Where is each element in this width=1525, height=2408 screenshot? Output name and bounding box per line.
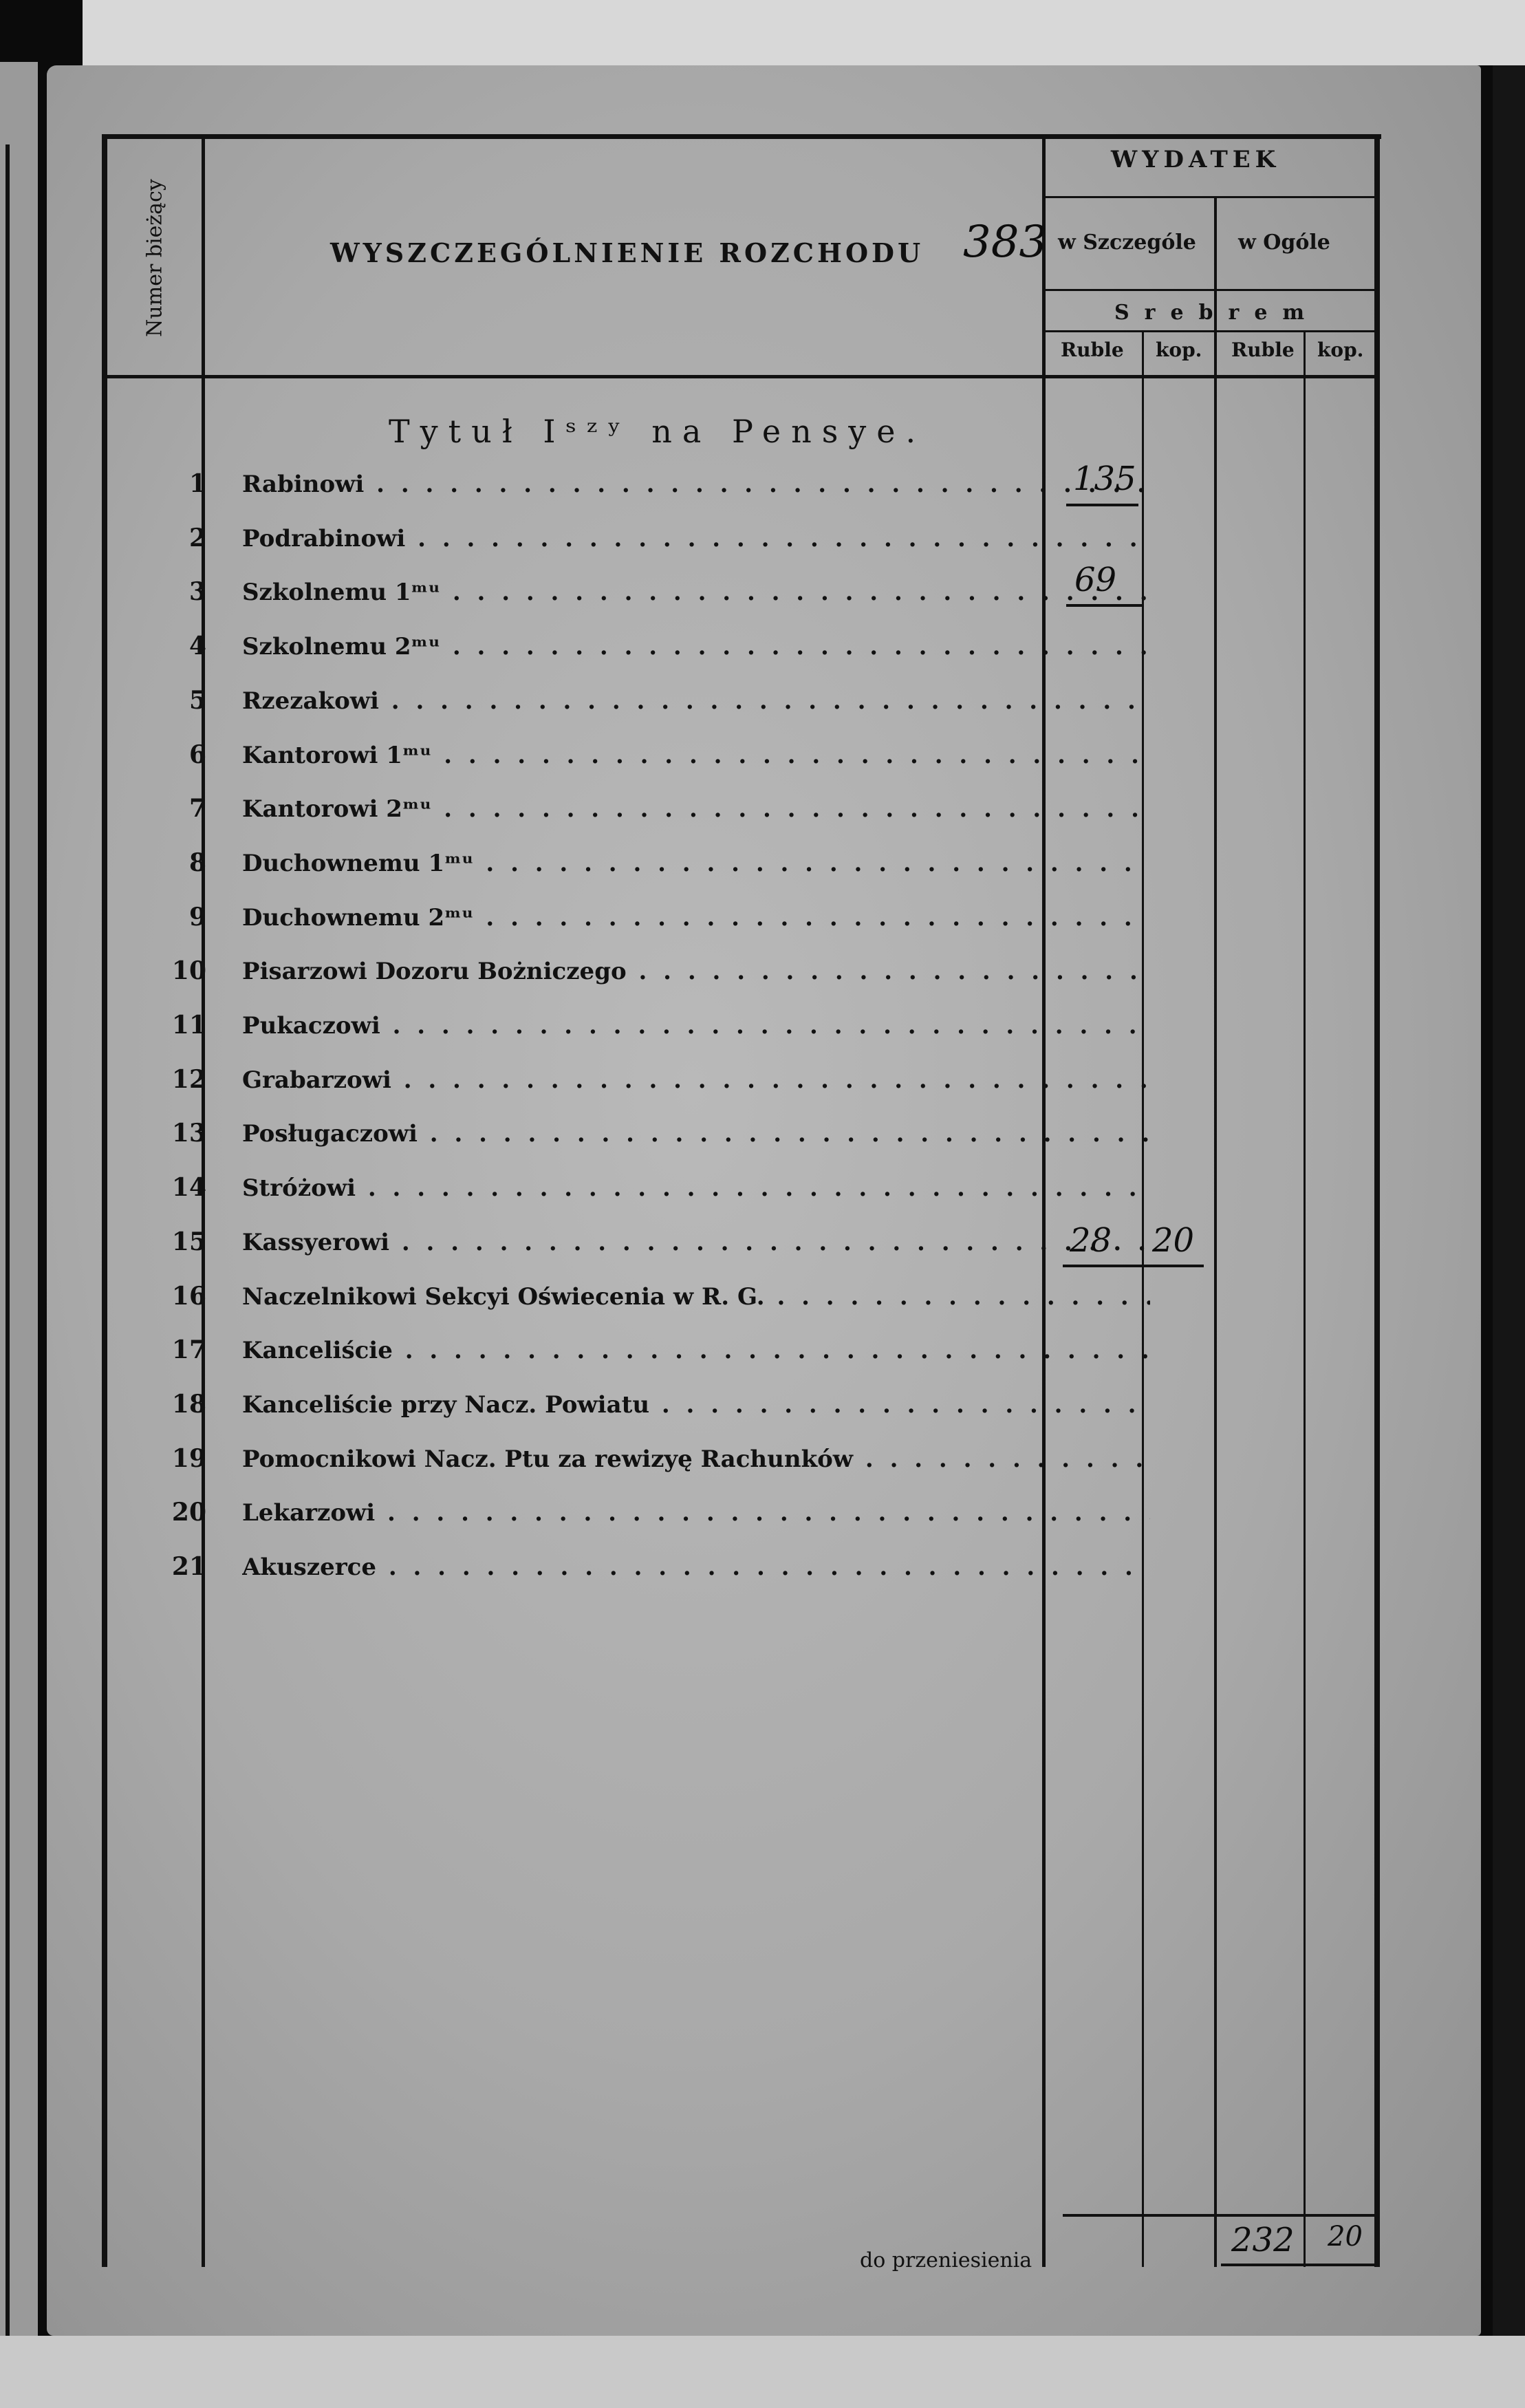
row-label: Duchownemu 1ᵐᵘ . . .	[242, 850, 1150, 877]
detail-kopecks-header: kop.	[1156, 338, 1202, 361]
ledger-row	[103, 1327, 1049, 1375]
amount-underline	[1066, 604, 1142, 607]
row-number: 1	[188, 469, 206, 498]
row-number: 5	[188, 685, 206, 715]
total-column-header: w Ogóle	[1238, 230, 1330, 255]
row-number: 7	[188, 794, 206, 824]
row-label: Kassyerowi . . .	[242, 1229, 1150, 1256]
ledger-row	[103, 569, 1049, 617]
total-rule	[1063, 2214, 1376, 2217]
ledger-row	[103, 1219, 1049, 1267]
scan-background-bottom	[0, 2336, 1525, 2408]
row-number: 14	[171, 1173, 206, 1203]
carry-total-rubles: 232	[1231, 2221, 1295, 2259]
ledger-row	[103, 1382, 1049, 1430]
row-label: Rabinowi . . .	[242, 471, 1150, 498]
ledger-row	[103, 1002, 1049, 1051]
row-label: Akuszerce . . .	[242, 1554, 1150, 1581]
row-number: 19	[171, 1443, 206, 1473]
row-label: Rzezakowi . . .	[242, 687, 1150, 715]
row-number: 4	[188, 632, 206, 661]
ledger-row	[103, 894, 1049, 943]
ledger-row	[103, 461, 1049, 509]
row-label: Posługaczowi . . .	[242, 1120, 1150, 1148]
row-label: Lekarzowi . . .	[242, 1499, 1150, 1527]
rabbi-amount-rubles: 135	[1073, 460, 1136, 498]
ledger-row	[103, 1165, 1049, 1213]
number-column-header: Numer bieżący	[142, 179, 167, 337]
scan-background-right	[1493, 65, 1525, 2408]
silver-currency-header: Srebrem	[1114, 301, 1320, 325]
row-number: 21	[171, 1552, 206, 1581]
row-number: 2	[188, 523, 206, 552]
row-label: Grabarzowi . . .	[242, 1066, 1150, 1094]
total-rubles-header: Ruble	[1231, 338, 1295, 361]
ledger-row	[103, 515, 1049, 563]
ledger-row	[103, 1436, 1049, 1484]
expense-itemization-header: WYSZCZEGÓLNIENIE ROZCHODU	[330, 237, 924, 268]
row-number: 12	[171, 1064, 206, 1094]
row-label: Szkolnemu 2ᵐᵘ . . .	[242, 633, 1150, 660]
scan-background-top	[83, 0, 1525, 65]
section-title: Tytuł Iˢᶻʸ na Pensye.	[389, 413, 927, 450]
row-number: 16	[171, 1281, 206, 1311]
row-label: Stróżowi . . .	[242, 1174, 1150, 1202]
handwritten-page-number: 383	[963, 217, 1048, 268]
cashier-amount-kopecks: 20	[1152, 1221, 1195, 1260]
row-label: Naczelnikowi Sekcyi Oświecenia w R. G. . . .	[242, 1283, 1150, 1311]
ledger-row	[103, 1544, 1049, 1592]
ledger-row	[103, 948, 1049, 996]
row-number: 3	[188, 577, 206, 607]
amount-underline	[1063, 1265, 1204, 1267]
row-label: Szkolnemu 1ᵐᵘ . . .	[242, 579, 1150, 606]
row-label: Kantorowi 2ᵐᵘ . . .	[242, 795, 1150, 823]
row-label: Podrabinowi . . .	[242, 525, 1150, 552]
amount-underline	[1066, 504, 1138, 506]
row-number: 11	[171, 1011, 206, 1040]
row-label: Pukaczowi . . .	[242, 1012, 1150, 1040]
row-number: 17	[171, 1335, 206, 1365]
adjacent-page-edge	[0, 62, 38, 2408]
row-label: Pomocnikowi Nacz. Ptu za rewizyę Rachunków . . .	[242, 1445, 1150, 1473]
row-label: Kanceliście . . .	[242, 1337, 1150, 1364]
cashier-amount-rubles: 28	[1070, 1221, 1112, 1260]
row-number: 13	[171, 1119, 206, 1148]
row-number: 20	[171, 1498, 206, 1527]
row-label: Kanceliście przy Nacz. Powiatu . . .	[242, 1391, 1150, 1419]
total-underline	[1221, 2264, 1376, 2266]
row-number: 6	[188, 740, 206, 769]
ledger-row	[103, 623, 1049, 671]
carry-forward-label: do przeniesienia	[860, 2248, 1032, 2272]
carry-total-kopecks: 20	[1328, 2221, 1363, 2253]
ledger-row	[103, 1057, 1049, 1105]
ledger-row	[103, 786, 1049, 834]
total-kopecks-header: kop.	[1317, 338, 1364, 361]
ledger-row	[103, 1490, 1049, 1538]
row-number: 10	[171, 956, 206, 986]
row-number: 9	[188, 902, 206, 932]
teacher-amount-rubles: 69	[1074, 561, 1117, 599]
ledger-row	[103, 732, 1049, 780]
expense-header: WYDATEK	[1111, 146, 1281, 173]
row-number: 18	[171, 1389, 206, 1419]
row-number: 8	[188, 848, 206, 877]
row-label: Kantorowi 1ᵐᵘ . . .	[242, 742, 1150, 769]
ledger-row	[103, 1110, 1049, 1159]
row-number: 15	[171, 1227, 206, 1256]
ledger-row	[103, 1273, 1049, 1322]
row-label: Duchownemu 2ᵐᵘ . . .	[242, 904, 1150, 932]
detail-rubles-header: Ruble	[1061, 338, 1124, 361]
row-label: Pisarzowi Dozoru Bożniczego . . .	[242, 958, 1150, 985]
ledger-row	[103, 840, 1049, 888]
ledger-row	[103, 678, 1049, 726]
detail-column-header: w Szczególe	[1058, 230, 1196, 255]
